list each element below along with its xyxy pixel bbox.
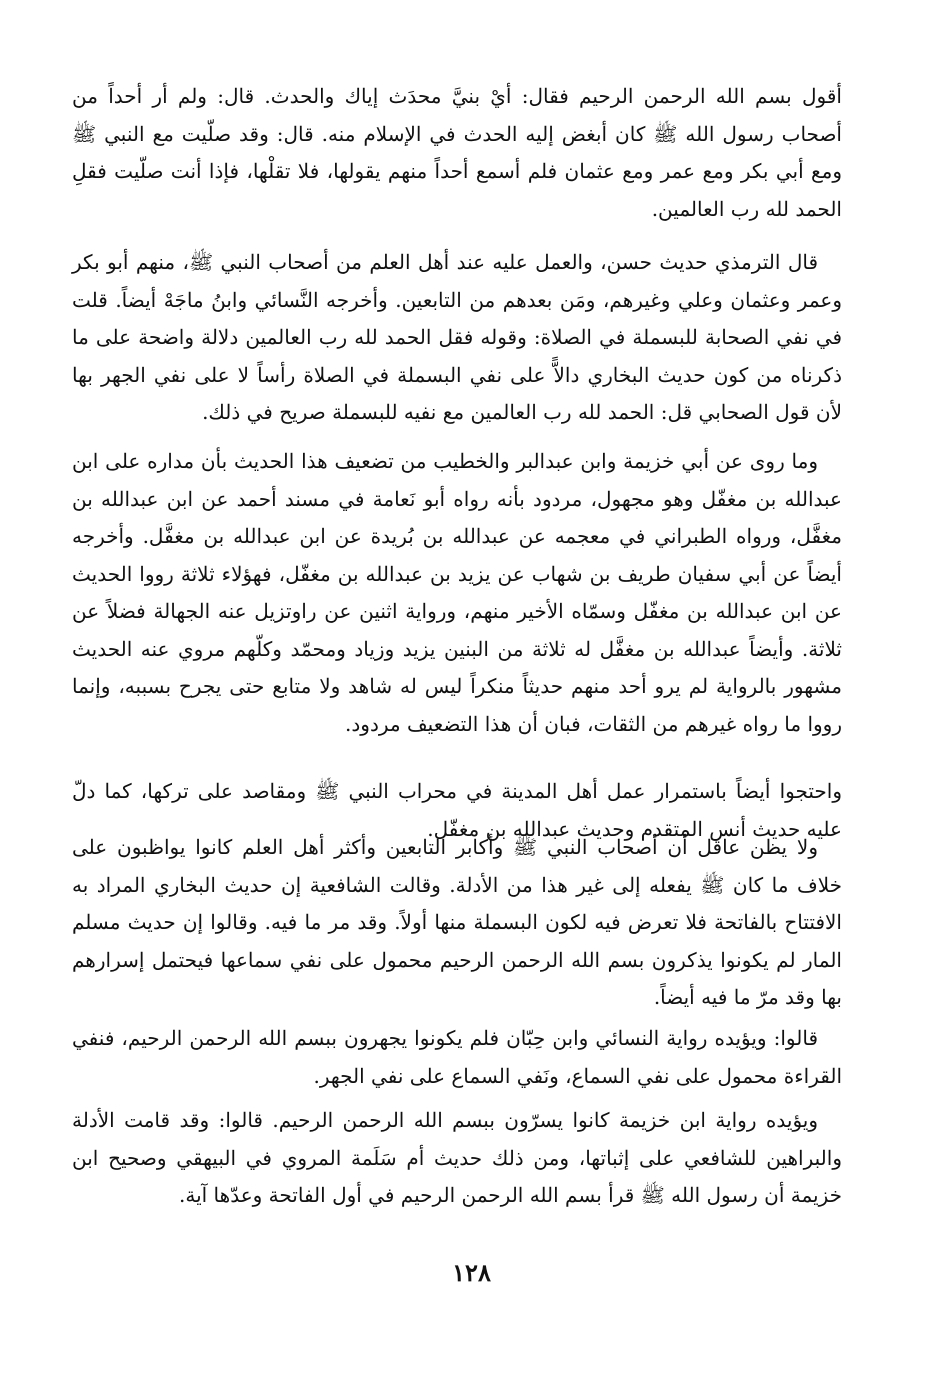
paragraph-opening-quote — [72, 78, 842, 228]
paragraph-text: قال الترمذي حديث حسن، والعمل عليه عند أهل العلم من أصحاب النبي ﷺ، منهم أبو بكر وعمر وعثمان وعلي وغيرهم، ومَن بعدهم من التابعين. وأخرجه النَّسائي وابنُ ماجَهْ أيضاً. قلت في نفي الصحابة للبسملة في الصلاة: وقوله فقل الحمد لله رب العالمين دلالة واضحة على ما ذكرناه من كون حديث البخاري دالاًّ على نفي البسملة في الصلاة رأساً لا على نفي الجهر بها لأن قول الصحابي قل: الحمد لله رب العالمين مع نفيه للبسملة صريح في ذلك. — [72, 250, 842, 424]
page-number: ١٢٨ — [452, 1258, 491, 1287]
paragraph-text: قالوا: ويؤيده رواية النسائي وابن حِبّان فلم يكونوا يجهرون ببسم الله الرحمن الرحيم، فنفي القراءة محمول على نفي السماع، ونَفي السماع على نفي الجهر. — [72, 1026, 842, 1088]
paragraph-text: واحتجوا أيضاً باستمرار عمل أهل المدينة في محراب النبي ﷺ ومقاصد على تركها، كما دلّ عليه حديث أنس المتقدم وحديث عبدالله بن مغفّل. — [72, 779, 842, 841]
paragraph-shafii-view — [72, 829, 842, 1017]
paragraph-text: ولا يظن عاقل أن أصحاب النبي ﷺ وأكابر التابعين وأكثر أهل العلم كانوا يواظبون على خلاف ما كان ﷺ يفعله إلى غير هذا من الأدلة. وقالت الشافعية إن حديث البخاري المراد به الافتتاح بالفاتحة فلا تعرض فيه لكون البسملة منها أولاً. وقد مر ما فيه. وقالوا إن حديث مسلم المار لم يكونوا يذكرون بسم الله الرحمن الرحيم محمول على نفي سماعها فيحتمل إسرارهم بها وقد مرّ ما فيه أيضاً. — [72, 835, 842, 1009]
paragraph-text: أقول بسم الله الرحمن الرحيم فقال: أيْ بنيَّ محدَث إياك والحدث. قال: ولم أر أحداً من أصحاب رسول الله ﷺ كان أبغض إليه الحدث في الإسلام منه. قال: وقد صلّيت مع النبي ﷺ ومع أبي بكر ومع عمر ومع عثمان فلم أسمع أحداً منهم يقولها، فلا تقلْها، فإذا أنت صلّيت فقلِ الحمد لله رب العالمين. — [72, 84, 842, 221]
paragraph-text: وما روى عن أبي خزيمة وابن عبدالبر والخطيب من تضعيف هذا الحديث بأن مداره على ابن عبدالله بن مغفّل وهو مجهول، مردود بأنه رواه أبو نَعامة في مسند أحمد عن ابن عبدالله بن مغفَّل، ورواه الطبراني في معجمه عن عبدالله بن بُريدة عن ابن عبدالله بن مغفَّل. وأخرجه أيضاً عن أبي سفيان طريف بن شهاب عن يزيد بن عبدالله بن مغفّل، فهؤلاء ثلاثة رووا الحديث عن ابن عبدالله بن مغفّل وسمّاه الأخير منهم، ورواية اثنين عن راوتزيل عنه الجهالة فضلاً عن ثلاثة. وأيضاً عبدالله بن مغفَّل له ثلاثة من البنين يزيد وزياد ومحمّد وكلّهم مروي عنه الحديث مشهور بالرواية لم يرو أحد منهم حديثاً منكراً ليس له شاهد ولا متابع حتى يجرح بسببه، وإنما رووا ما رواه غيرهم من الثقات، فبان أن هذا التضعيف مردود. — [72, 449, 842, 736]
paragraph-tirmidhi — [72, 244, 842, 432]
paragraph-weakening-rebuttal — [72, 443, 842, 743]
paragraph-ibn-khuzaymah — [72, 1102, 842, 1215]
paragraph-text: ويؤيده رواية ابن خزيمة كانوا يسرّون ببسم الله الرحمن الرحيم. قالوا: وقد قامت الأدلة والبراهين للشافعي على إثباتها، ومن ذلك حديث أم سَلَمة المروي في البيهقي وصحيح ابن خزيمة أن رسول الله ﷺ قرأ بسم الله الرحمن الرحيم في أول الفاتحة وعدّها آية. — [72, 1108, 842, 1207]
paragraph-nasai-support — [72, 1020, 842, 1095]
